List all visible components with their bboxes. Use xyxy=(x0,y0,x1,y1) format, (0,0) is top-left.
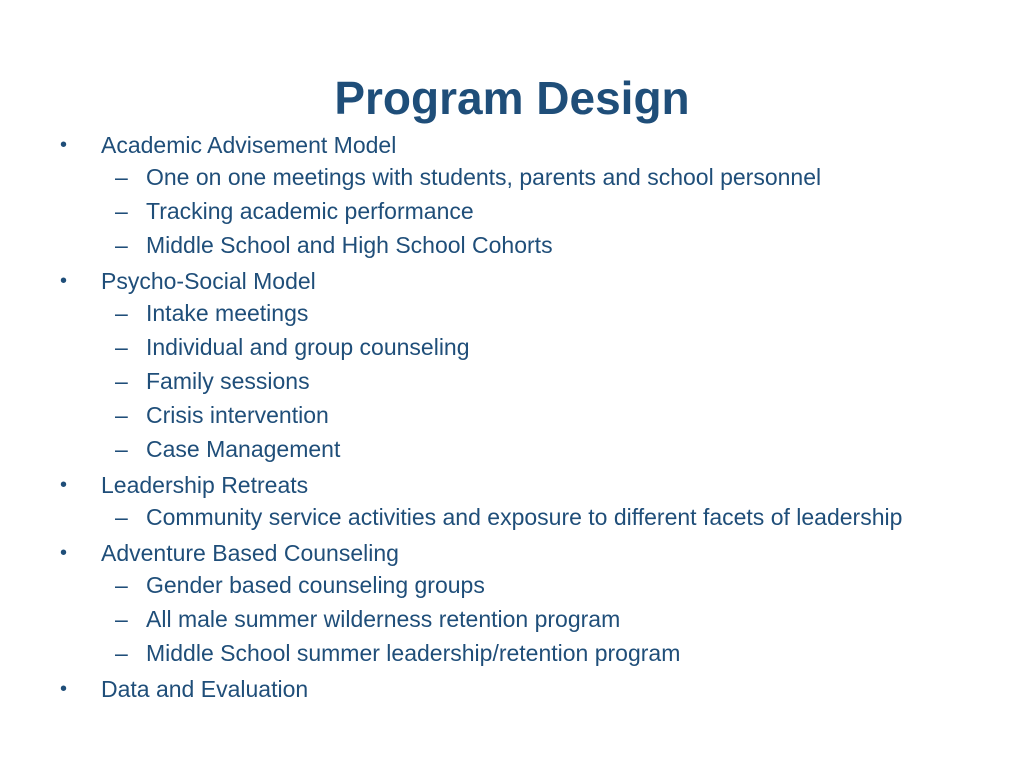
sub-list xyxy=(101,300,956,463)
sub-list-item xyxy=(101,504,956,531)
list-item-label: Adventure Based Counseling xyxy=(101,540,399,566)
sub-list xyxy=(101,164,956,259)
dash-marker: – xyxy=(115,504,128,530)
sub-list-item xyxy=(101,640,956,667)
sub-list-item-label: Community service activities and exposure to different facets of leadership xyxy=(146,504,903,530)
list-item-label: Leadership Retreats xyxy=(101,472,309,498)
dash-marker: – xyxy=(115,164,128,190)
bullet-marker: • xyxy=(60,474,68,496)
sub-list-item-label: Gender based counseling groups xyxy=(146,572,485,598)
sub-list-item-label: Individual and group counseling xyxy=(146,334,470,360)
slide-content xyxy=(56,130,956,708)
list-item-data-and-evaluation xyxy=(56,674,956,704)
dash-marker: – xyxy=(115,606,128,632)
list-item-label: Psycho-Social Model xyxy=(101,268,316,294)
bullet-list xyxy=(56,130,956,704)
sub-list xyxy=(101,572,956,667)
slide-title: Program Design xyxy=(334,72,690,124)
list-item-adventure-based-counseling xyxy=(56,538,956,667)
bullet-marker: • xyxy=(60,270,68,292)
dash-marker: – xyxy=(115,198,128,224)
sub-list-item xyxy=(101,164,956,191)
dash-marker: – xyxy=(115,368,128,394)
bullet-marker: • xyxy=(60,542,68,564)
sub-list-item-label: Intake meetings xyxy=(146,300,309,326)
sub-list-item-label: Crisis intervention xyxy=(146,402,329,428)
dash-marker: – xyxy=(115,572,128,598)
dash-marker: – xyxy=(115,402,128,428)
sub-list xyxy=(101,504,956,531)
list-item-psycho-social xyxy=(56,266,956,463)
sub-list-item xyxy=(101,606,956,633)
sub-list-item-label: Tracking academic performance xyxy=(146,198,474,224)
list-item-label: Academic Advisement Model xyxy=(101,132,397,158)
bullet-marker: • xyxy=(60,134,68,156)
sub-list-item xyxy=(101,436,956,463)
dash-marker: – xyxy=(115,640,128,666)
sub-list-item-label: Middle School summer leadership/retention program xyxy=(146,640,681,666)
sub-list-item xyxy=(101,368,956,395)
sub-list-item xyxy=(101,572,956,599)
sub-list-item xyxy=(101,232,956,259)
sub-list-item xyxy=(101,198,956,225)
bullet-marker: • xyxy=(60,678,68,700)
sub-list-item xyxy=(101,402,956,429)
sub-list-item xyxy=(101,334,956,361)
sub-list-item-label: Case Management xyxy=(146,436,341,462)
dash-marker: – xyxy=(115,300,128,326)
sub-list-item xyxy=(101,300,956,327)
sub-list-item-label: All male summer wilderness retention program xyxy=(146,606,621,632)
dash-marker: – xyxy=(115,232,128,258)
sub-list-item-label: Middle School and High School Cohorts xyxy=(146,232,553,258)
list-item-leadership-retreats xyxy=(56,470,956,531)
list-item-academic-advisement xyxy=(56,130,956,259)
list-item-label: Data and Evaluation xyxy=(101,676,309,702)
sub-list-item-label: Family sessions xyxy=(146,368,310,394)
dash-marker: – xyxy=(115,334,128,360)
sub-list-item-label: One on one meetings with students, parents and school personnel xyxy=(146,164,822,190)
dash-marker: – xyxy=(115,436,128,462)
